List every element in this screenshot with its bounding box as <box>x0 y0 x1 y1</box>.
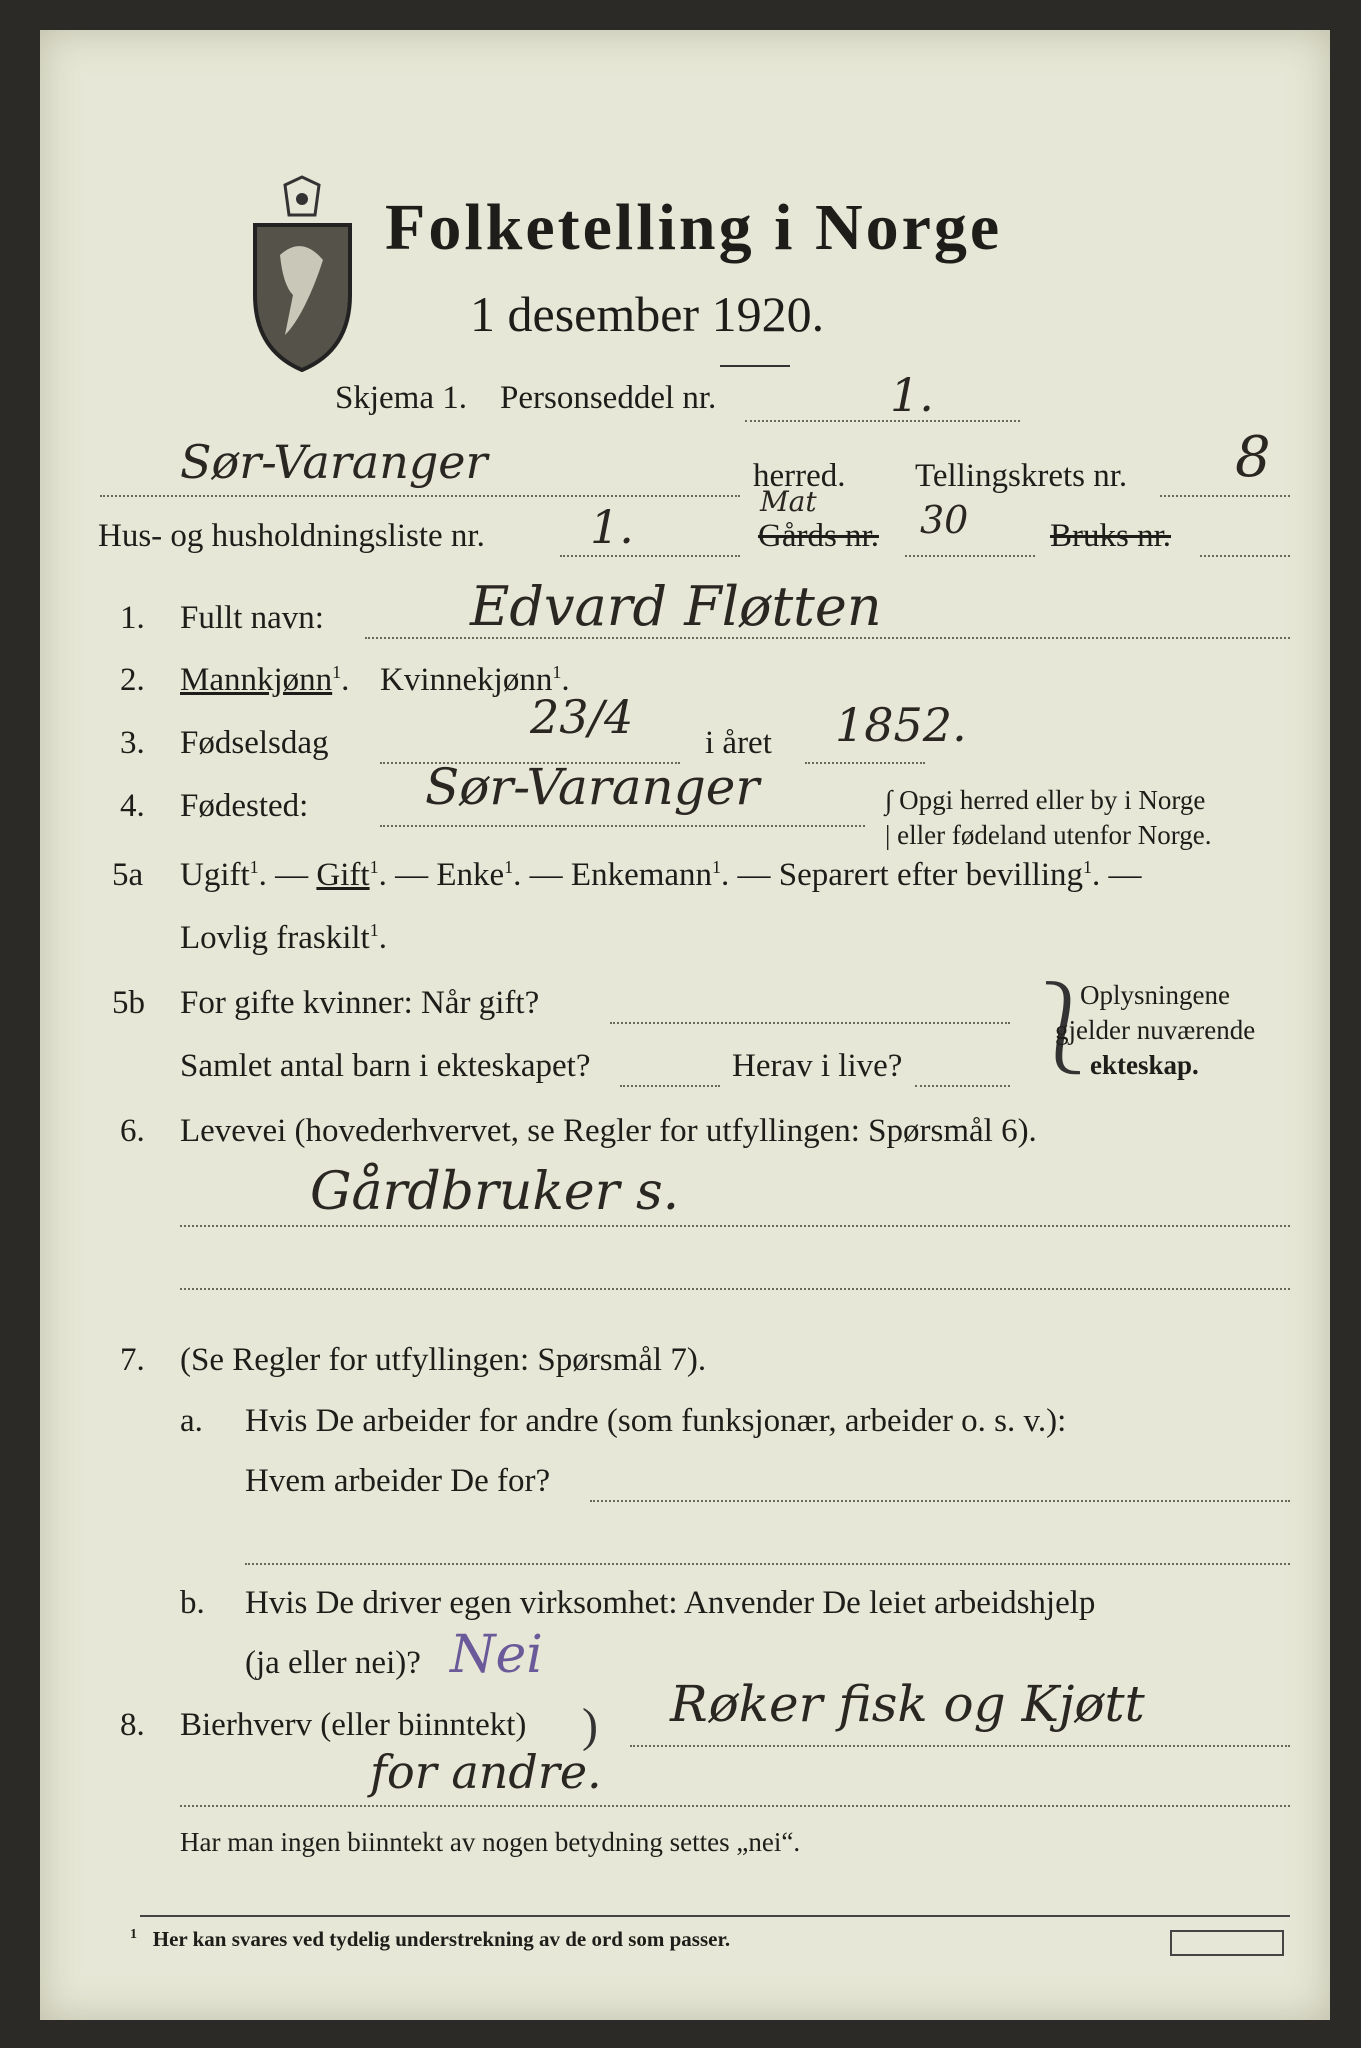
gards-value: 30 <box>920 498 969 542</box>
bruks-label: Bruks nr. <box>1050 518 1172 554</box>
herred-value: Sør-Varanger <box>180 435 488 489</box>
q5b-label: For gifte kvinner: Når gift? <box>180 985 540 1021</box>
gards-field[interactable] <box>905 555 1035 557</box>
q5a-options: Ugift$^1$. — Gift$^1$. — Enke$^1$. — Enkemann$^1$. — Separert efter bevilling$^1$. — <box>180 857 1142 893</box>
herred-label: herred. <box>753 458 846 494</box>
side-income-field-line-2[interactable] <box>180 1805 1290 1807</box>
q4-note-line-2: | eller fødeland utenfor Norge. <box>885 820 1212 850</box>
q8-label: Bierhverv (eller biinntekt) <box>180 1707 527 1743</box>
occupation-value: Gårdbruker s. <box>310 1162 680 1222</box>
skjema-label: Skjema 1. <box>335 380 467 416</box>
q8-note: Har man ingen biinntekt av nogen betydning settes „nei“. <box>180 1827 801 1857</box>
birth-year-field[interactable] <box>805 762 925 764</box>
q5b-brace: ⎱ <box>1018 980 1108 1079</box>
q5b-alive-label: Herav i live? <box>732 1048 903 1084</box>
q6-number: 6. <box>120 1113 145 1149</box>
q7b-text: Hvis De driver egen virksomhet: Anvender De leiet arbeidshjelp <box>245 1585 1096 1621</box>
q2-male-option[interactable]: Mannkjønn$^1$. <box>180 662 350 698</box>
q1-number: 1. <box>120 600 145 636</box>
q7b-question: (ja eller nei)? <box>245 1645 421 1681</box>
married-date-field[interactable] <box>610 1022 1010 1024</box>
personseddel-field[interactable] <box>745 420 1020 422</box>
footnote: $^1$ Her kan svares ved tydelig understrekning av de ord som passer. <box>130 1927 731 1951</box>
gift-option[interactable]: Gift$^1$. <box>316 857 387 893</box>
employer-field[interactable] <box>590 1500 1290 1502</box>
ugift-option[interactable]: Ugift$^1$. <box>180 857 267 893</box>
q2-number: 2. <box>120 662 145 698</box>
full-name-value: Edvard Fløtten <box>470 575 882 638</box>
q7a-who-label: Hvem arbeider De for? <box>245 1463 551 1499</box>
q7b-letter: b. <box>180 1585 205 1621</box>
q4-number: 4. <box>120 788 145 824</box>
enke-option[interactable]: Enke$^1$. <box>436 857 522 893</box>
q5a-number: 5a <box>112 857 144 893</box>
census-date: 1 desember 1920. <box>470 286 825 342</box>
q6-label: Levevei (hovederhvervet, se Regler for utfyllingen: Spørsmål 6). <box>180 1113 1037 1149</box>
footnote-divider <box>140 1915 1290 1917</box>
census-form-sheet <box>40 30 1330 2020</box>
children-count-field[interactable] <box>620 1085 720 1087</box>
side-income-field[interactable] <box>630 1745 1290 1747</box>
q5b-number: 5b <box>112 985 145 1021</box>
herred-field[interactable] <box>100 495 740 497</box>
title-divider <box>720 365 790 367</box>
gards-annotation: Mat <box>760 485 817 518</box>
bruks-field[interactable] <box>1200 555 1290 557</box>
occupation-field-line-2[interactable] <box>180 1288 1290 1290</box>
tellingskrets-value: 8 <box>1235 425 1271 490</box>
occupation-field-line-1[interactable] <box>180 1225 1290 1227</box>
norway-coat-of-arms-icon <box>245 175 360 375</box>
employer-field-line-2[interactable] <box>245 1563 1290 1565</box>
husholdningsliste-label: Hus- og husholdningsliste nr. <box>98 518 485 554</box>
q4-note-line-1: ∫ Opgi herred eller by i Norge <box>885 785 1206 815</box>
q3-number: 3. <box>120 725 145 761</box>
q3-year-label: i året <box>705 725 772 761</box>
birthplace-value: Sør-Varanger <box>425 758 760 816</box>
enkemann-option[interactable]: Enkemann$^1$. <box>570 857 730 893</box>
q1-label: Fullt navn: <box>180 600 324 636</box>
husholdningsliste-value: 1. <box>590 500 634 554</box>
q8-brace: ) <box>582 1699 598 1752</box>
personseddel-label: Personseddel nr. <box>500 380 717 416</box>
side-income-value-line-1: Røker fisk og Kjøtt <box>670 1675 1145 1733</box>
q5b-note-line-1: Oplysningene <box>1080 980 1230 1010</box>
birth-year-value: 1852. <box>835 698 967 752</box>
gards-label: Gårds nr. <box>758 518 879 554</box>
form-title: Folketelling i Norge <box>385 191 1003 264</box>
q5b-children-label: Samlet antal barn i ekteskapet? <box>180 1048 591 1084</box>
q7a-letter: a. <box>180 1403 203 1439</box>
children-alive-field[interactable] <box>915 1085 1010 1087</box>
printer-stamp <box>1170 1930 1284 1956</box>
husholdningsliste-field[interactable] <box>560 555 740 557</box>
side-income-value-line-2: for andre. <box>370 1745 602 1799</box>
tellingskrets-field[interactable] <box>1160 495 1290 497</box>
q3-label: Fødselsdag <box>180 725 329 761</box>
q4-label: Fødested: <box>180 788 309 824</box>
lovlig-fraskilt-option[interactable]: Lovlig fraskilt$^1$. <box>180 920 387 956</box>
q2-female-option[interactable]: Kvinnekjønn$^1$. <box>380 662 570 698</box>
q5b-note-line-3: ekteskap. <box>1090 1050 1199 1080</box>
birthday-value: 23/4 <box>530 690 634 744</box>
q7-label: (Se Regler for utfyllingen: Spørsmål 7). <box>180 1342 707 1378</box>
separert-option[interactable]: Separert efter bevilling$^1$. <box>778 857 1101 893</box>
q5b-note-line-2: gjelder nuværende <box>1055 1015 1256 1045</box>
hired-help-value: Nei <box>450 1625 543 1685</box>
personseddel-value: 1. <box>890 368 934 422</box>
q8-number: 8. <box>120 1707 145 1743</box>
q7a-text: Hvis De arbeider for andre (som funksjonær, arbeider o. s. v.): <box>245 1403 1067 1439</box>
tellingskrets-label: Tellingskrets nr. <box>915 458 1128 494</box>
birthplace-field[interactable] <box>380 825 865 827</box>
q7-number: 7. <box>120 1342 145 1378</box>
